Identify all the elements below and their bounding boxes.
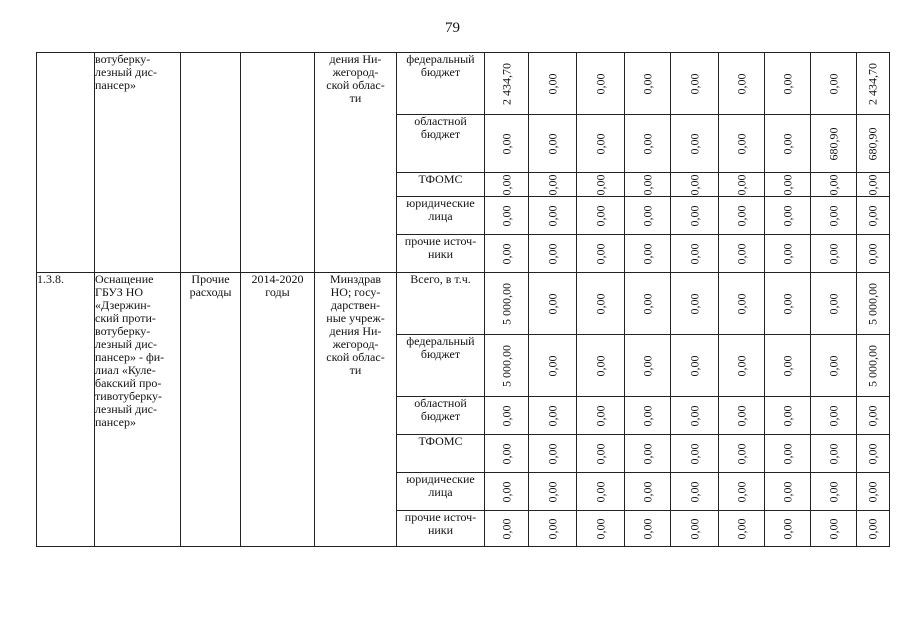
amount-value: 0,00 (826, 481, 840, 502)
funding-source-cell (397, 273, 485, 335)
amount-value: 0,00 (593, 293, 607, 314)
amount-value: 0,00 (687, 243, 701, 264)
item-name-cell-line: вотуберку- (95, 324, 151, 338)
amount-cell (857, 473, 890, 511)
years-cell (241, 53, 315, 273)
amount-value: 0,00 (545, 481, 559, 502)
item-name-cell-line: «Дзержин- (95, 298, 151, 312)
table-row (37, 53, 890, 115)
item-name-cell-line: вотуберку- (95, 52, 151, 66)
amount-value: 0,00 (826, 405, 840, 426)
amount-value: 0,00 (499, 405, 513, 426)
funding-source-cell (397, 235, 485, 273)
amount-value: 5 000,00 (865, 282, 880, 325)
amount-cell (625, 335, 671, 397)
funding-source-cell (397, 473, 485, 511)
amount-cell (811, 273, 857, 335)
amount-value: 0,00 (499, 481, 513, 502)
amount-value: 0,00 (780, 443, 794, 464)
item-name-cell-line: Оснащение (95, 272, 154, 286)
amount-value: 680,90 (826, 127, 840, 160)
amount-value: 0,00 (687, 405, 701, 426)
amount-cell (577, 511, 625, 547)
amount-cell (765, 115, 811, 173)
amount-value: 0,00 (826, 355, 840, 376)
amount-value: 0,00 (640, 481, 654, 502)
amount-cell (719, 473, 765, 511)
amount-value: 0,00 (734, 205, 748, 226)
executor-cell-line: НО; госу- (330, 285, 381, 299)
amount-value: 0,00 (734, 405, 748, 426)
funding-source-cell-line: бюджет (420, 65, 461, 79)
amount-value: 0,00 (640, 243, 654, 264)
executor-cell-line: дения Ни- (329, 324, 382, 338)
amount-value: 0,00 (545, 205, 559, 226)
amount-value: 0,00 (640, 133, 654, 154)
amount-value: 0,00 (826, 243, 840, 264)
amount-cell (671, 53, 719, 115)
amount-value: 0,00 (826, 205, 840, 226)
amount-value: 0,00 (734, 443, 748, 464)
funding-source-cell (397, 53, 485, 115)
amount-cell (577, 197, 625, 235)
amount-cell (625, 115, 671, 173)
amount-cell (529, 435, 577, 473)
amount-cell (671, 173, 719, 197)
funding-source-cell-line: Всего, в т.ч. (410, 272, 471, 286)
amount-value: 5 000,00 (499, 282, 513, 325)
amount-cell (485, 335, 529, 397)
amount-cell (529, 115, 577, 173)
amount-cell (671, 273, 719, 335)
executor-cell (315, 53, 397, 273)
amount-value: 0,00 (865, 405, 880, 426)
amount-cell (765, 335, 811, 397)
expense-type-cell-line: расходы (189, 285, 232, 299)
amount-value: 0,00 (826, 443, 840, 464)
amount-cell (625, 273, 671, 335)
amount-cell (625, 197, 671, 235)
item-name-cell-line: лезный дис- (95, 402, 157, 416)
funding-source-cell (397, 197, 485, 235)
amount-value: 0,00 (545, 133, 559, 154)
budget-table (36, 52, 890, 547)
amount-value: 0,00 (780, 243, 794, 264)
amount-value: 5 000,00 (865, 344, 880, 387)
amount-cell (485, 235, 529, 273)
amount-value: 680,90 (865, 127, 880, 160)
amount-cell (577, 473, 625, 511)
amount-cell (625, 473, 671, 511)
funding-source-cell-line: ТФОМС (418, 434, 463, 448)
amount-cell (671, 511, 719, 547)
item-number-cell: 1.3.8. (37, 273, 95, 547)
amount-value: 0,00 (545, 443, 559, 464)
amount-cell (719, 273, 765, 335)
table-row (37, 273, 890, 335)
amount-value: 0,00 (545, 174, 559, 195)
amount-value: 0,00 (545, 405, 559, 426)
amount-cell (719, 335, 765, 397)
amount-cell (671, 335, 719, 397)
amount-value: 0,00 (734, 518, 748, 539)
amount-cell (719, 197, 765, 235)
executor-cell-line: жегород- (332, 337, 379, 351)
amount-value: 0,00 (499, 133, 513, 154)
amount-value: 0,00 (593, 443, 607, 464)
item-name-cell-line: лезный дис- (95, 337, 157, 351)
funding-source-cell-line: юридические (406, 472, 475, 486)
executor-cell (315, 273, 397, 547)
amount-cell (529, 273, 577, 335)
amount-value: 0,00 (499, 205, 513, 226)
amount-cell (857, 435, 890, 473)
amount-cell (857, 511, 890, 547)
amount-cell (857, 173, 890, 197)
years-cell (241, 273, 315, 547)
amount-cell (811, 197, 857, 235)
funding-source-cell-line: юридические (406, 196, 475, 210)
amount-value: 0,00 (545, 518, 559, 539)
amount-cell (529, 473, 577, 511)
amount-cell (811, 115, 857, 173)
amount-value: 0,00 (687, 443, 701, 464)
amount-cell (625, 397, 671, 435)
amount-cell (485, 273, 529, 335)
amount-cell (577, 435, 625, 473)
executor-cell-line: ти (349, 91, 362, 105)
amount-cell (485, 435, 529, 473)
amount-cell (625, 235, 671, 273)
amount-value: 0,00 (499, 243, 513, 264)
amount-value: 0,00 (593, 481, 607, 502)
amount-value: 0,00 (640, 443, 654, 464)
amount-cell (577, 115, 625, 173)
amount-value: 0,00 (734, 73, 748, 94)
item-name-cell (95, 53, 181, 273)
item-name-cell-line: бакский про- (95, 376, 162, 390)
amount-value: 0,00 (687, 133, 701, 154)
funding-source-cell (397, 335, 485, 397)
amount-value: 0,00 (545, 293, 559, 314)
funding-source-cell-line: ТФОМС (418, 172, 463, 186)
funding-source-cell-line: федеральный (406, 334, 475, 348)
amount-value: 0,00 (826, 73, 840, 94)
amount-cell (529, 335, 577, 397)
executor-cell-line: дарствен- (330, 298, 381, 312)
funding-source-cell-line: областной (414, 396, 467, 410)
amount-cell (857, 235, 890, 273)
amount-value: 0,00 (593, 355, 607, 376)
amount-cell (529, 53, 577, 115)
amount-cell (719, 435, 765, 473)
item-name-cell-line: лиал «Куле- (95, 363, 156, 377)
funding-source-cell-line: бюджет (420, 127, 461, 141)
amount-value: 0,00 (734, 293, 748, 314)
amount-value: 0,00 (593, 133, 607, 154)
amount-cell (671, 235, 719, 273)
amount-value: 0,00 (865, 443, 880, 464)
expense-type-cell (181, 273, 241, 547)
amount-cell (811, 473, 857, 511)
amount-value: 5 000,00 (499, 344, 513, 387)
amount-cell (719, 53, 765, 115)
funding-source-cell-line: прочие источ- (404, 234, 477, 248)
amount-value: 0,00 (780, 481, 794, 502)
amount-value: 0,00 (593, 405, 607, 426)
amount-cell (485, 53, 529, 115)
funding-source-cell (397, 115, 485, 173)
amount-value: 0,00 (499, 174, 513, 195)
funding-source-cell-line: ники (427, 523, 454, 537)
years-cell-line: 2014-2020 (251, 272, 304, 286)
amount-value: 0,00 (687, 481, 701, 502)
amount-value: 0,00 (593, 174, 607, 195)
amount-cell (719, 511, 765, 547)
amount-value: 0,00 (593, 73, 607, 94)
amount-cell (811, 335, 857, 397)
amount-cell (577, 397, 625, 435)
amount-value: 0,00 (640, 405, 654, 426)
amount-value: 0,00 (499, 518, 513, 539)
amount-value: 0,00 (640, 518, 654, 539)
amount-cell (529, 235, 577, 273)
executor-cell-line: ные учреж- (326, 311, 385, 325)
amount-value: 0,00 (640, 73, 654, 94)
amount-cell (577, 235, 625, 273)
amount-cell (485, 397, 529, 435)
amount-cell (529, 173, 577, 197)
amount-cell (811, 397, 857, 435)
amount-value: 2 434,70 (499, 62, 513, 105)
amount-cell (857, 115, 890, 173)
amount-value: 0,00 (865, 243, 880, 264)
expense-type-cell-line: Прочие (191, 272, 230, 286)
item-name-cell-line: пансер» - фи- (95, 350, 165, 364)
amount-cell (671, 197, 719, 235)
amount-value: 0,00 (826, 174, 840, 195)
amount-cell (857, 335, 890, 397)
executor-cell-line: Минздрав (329, 272, 382, 286)
amount-value: 0,00 (734, 481, 748, 502)
amount-value: 0,00 (593, 243, 607, 264)
funding-source-cell (397, 511, 485, 547)
amount-cell (811, 53, 857, 115)
amount-value: 0,00 (545, 243, 559, 264)
executor-cell-line: ской облас- (326, 350, 385, 364)
amount-value: 0,00 (687, 293, 701, 314)
amount-cell (671, 435, 719, 473)
amount-value: 0,00 (499, 443, 513, 464)
amount-value: 0,00 (734, 243, 748, 264)
amount-value: 0,00 (780, 293, 794, 314)
funding-source-cell-line: лица (428, 485, 453, 499)
amount-cell (671, 473, 719, 511)
amount-cell (485, 197, 529, 235)
amount-cell (719, 115, 765, 173)
amount-cell (577, 173, 625, 197)
amount-cell (765, 173, 811, 197)
amount-cell (719, 397, 765, 435)
amount-value: 0,00 (780, 355, 794, 376)
executor-cell-line: жегород- (332, 65, 379, 79)
amount-cell (811, 511, 857, 547)
amount-value: 0,00 (780, 133, 794, 154)
amount-cell (671, 397, 719, 435)
amount-cell (765, 435, 811, 473)
page-number: 79 (445, 20, 460, 36)
amount-value: 0,00 (593, 205, 607, 226)
funding-source-cell-line: лица (428, 209, 453, 223)
item-name-cell-line: ГБУЗ НО (95, 285, 144, 299)
amount-cell (577, 273, 625, 335)
expense-type-cell (181, 53, 241, 273)
item-name-cell-line: тивотуберку- (95, 389, 162, 403)
amount-cell (857, 53, 890, 115)
amount-cell (857, 197, 890, 235)
amount-value: 0,00 (734, 174, 748, 195)
amount-value: 0,00 (687, 205, 701, 226)
funding-source-cell (397, 397, 485, 435)
amount-value: 0,00 (640, 205, 654, 226)
amount-cell (485, 115, 529, 173)
amount-value: 0,00 (687, 518, 701, 539)
amount-cell (485, 473, 529, 511)
amount-value: 0,00 (826, 518, 840, 539)
amount-value: 0,00 (865, 518, 880, 539)
executor-cell-line: дения Ни- (329, 52, 382, 66)
amount-cell (529, 197, 577, 235)
amount-value: 0,00 (687, 355, 701, 376)
item-name-cell-line: пансер» (95, 415, 136, 429)
executor-cell-line: ской облас- (326, 78, 385, 92)
amount-cell (577, 335, 625, 397)
amount-cell (625, 435, 671, 473)
amount-value: 0,00 (687, 73, 701, 94)
amount-cell (765, 473, 811, 511)
amount-value: 0,00 (780, 73, 794, 94)
amount-value: 0,00 (865, 205, 880, 226)
amount-value: 0,00 (734, 133, 748, 154)
amount-cell (765, 235, 811, 273)
amount-cell (765, 197, 811, 235)
amount-cell (625, 173, 671, 197)
item-name-cell-line: пансер» (95, 78, 136, 92)
amount-value: 0,00 (545, 355, 559, 376)
funding-source-cell-line: ники (427, 247, 454, 261)
amount-cell (857, 273, 890, 335)
amount-cell (811, 435, 857, 473)
funding-source-cell-line: федеральный (406, 52, 475, 66)
years-cell-line: годы (265, 285, 290, 299)
amount-value: 0,00 (640, 355, 654, 376)
amount-cell (671, 115, 719, 173)
amount-cell (485, 173, 529, 197)
amount-value: 0,00 (780, 205, 794, 226)
amount-value: 0,00 (734, 355, 748, 376)
amount-value: 0,00 (640, 174, 654, 195)
amount-value: 2 434,70 (865, 62, 880, 105)
amount-value: 0,00 (865, 174, 880, 195)
amount-cell (625, 53, 671, 115)
amount-value: 0,00 (865, 481, 880, 502)
amount-cell (765, 397, 811, 435)
amount-cell (811, 235, 857, 273)
amount-cell (719, 235, 765, 273)
item-number-cell (37, 53, 95, 273)
item-name-cell-line: лезный дис- (95, 65, 157, 79)
amount-cell (765, 273, 811, 335)
amount-value: 0,00 (593, 518, 607, 539)
funding-source-cell (397, 435, 485, 473)
amount-value: 0,00 (780, 405, 794, 426)
funding-source-cell-line: областной (414, 114, 467, 128)
funding-source-cell-line: бюджет (420, 347, 461, 361)
funding-source-cell-line: прочие источ- (404, 510, 477, 524)
amount-value: 0,00 (780, 174, 794, 195)
amount-cell (485, 511, 529, 547)
amount-value: 0,00 (545, 73, 559, 94)
amount-cell (857, 397, 890, 435)
amount-value: 0,00 (826, 293, 840, 314)
amount-cell (719, 173, 765, 197)
funding-source-cell-line: бюджет (420, 409, 461, 423)
amount-value: 0,00 (780, 518, 794, 539)
item-name-cell-line: ский проти- (95, 311, 156, 325)
amount-value: 0,00 (687, 174, 701, 195)
amount-cell (529, 397, 577, 435)
item-name-cell (95, 273, 181, 547)
amount-cell (765, 53, 811, 115)
amount-cell (765, 511, 811, 547)
amount-cell (529, 511, 577, 547)
funding-source-cell (397, 173, 485, 197)
executor-cell-line: ти (349, 363, 362, 377)
amount-value: 0,00 (640, 293, 654, 314)
amount-cell (811, 173, 857, 197)
amount-cell (625, 511, 671, 547)
amount-cell (577, 53, 625, 115)
